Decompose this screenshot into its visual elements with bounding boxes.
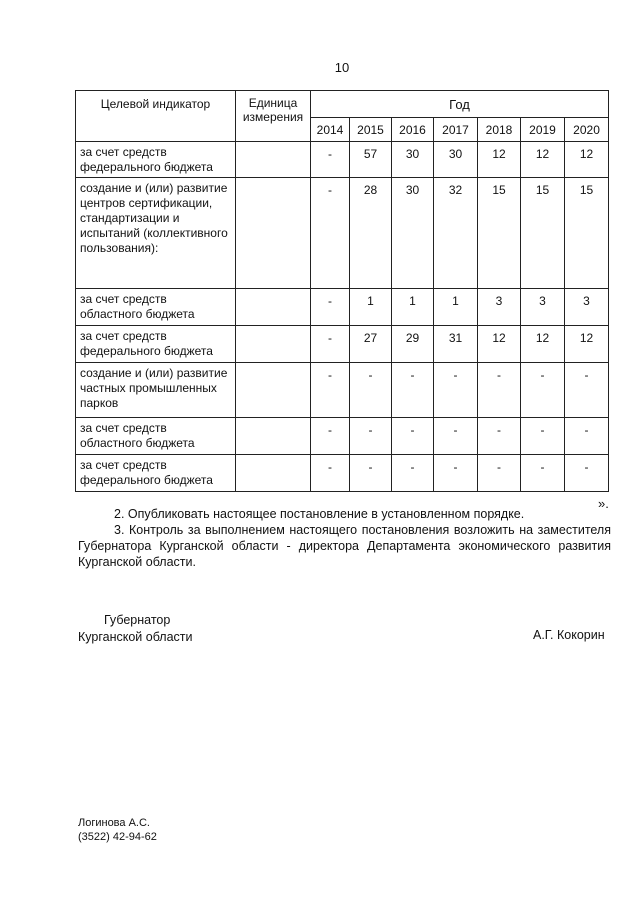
cell-value: 3 [478,289,521,326]
table-row [76,418,609,455]
cell-value: - [565,455,609,492]
row-unit [236,326,311,363]
year-header: 2020 [565,118,609,142]
header-unit-line1: Единица [248,96,298,110]
cell-value: - [311,363,350,418]
governor-title [78,612,193,646]
year-header: 2016 [392,118,434,142]
cell-value: - [311,418,350,455]
cell-value: 1 [392,289,434,326]
governor-name: А.Г. Кокорин [533,628,605,642]
cell-value: 31 [434,326,478,363]
row-unit [236,178,311,289]
row-label: за счет средств федерального бюджета [76,142,236,178]
cell-value: - [311,289,350,326]
table-row [76,178,609,289]
row-label: за счет средств федерального бюджета [76,455,236,492]
row-unit [236,455,311,492]
cell-value: - [434,455,478,492]
cell-value: - [521,418,565,455]
cell-value: - [350,363,392,418]
cell-value: 3 [521,289,565,326]
governor-title-line1: Губернатор [104,613,171,627]
closing-quote: ». [598,496,609,511]
cell-value: - [521,363,565,418]
cell-value: 3 [565,289,609,326]
cell-value: 32 [434,178,478,289]
row-unit [236,142,311,178]
cell-value: 15 [565,178,609,289]
row-unit [236,289,311,326]
cell-value: - [350,455,392,492]
cell-value: 12 [478,142,521,178]
year-header: 2019 [521,118,565,142]
table-row [76,142,609,178]
cell-value: 30 [392,178,434,289]
year-header: 2014 [311,118,350,142]
year-header: 2017 [434,118,478,142]
cell-value: - [478,455,521,492]
table-row [76,326,609,363]
executor-name: Логинова А.С. [78,817,150,829]
cell-value: 57 [350,142,392,178]
cell-value: 28 [350,178,392,289]
paragraph-publish: 2. Опубликовать настоящее постановление в установленном порядке. [114,507,525,521]
page-number: 10 [334,60,350,75]
header-year: Год [311,91,609,118]
cell-value: - [565,418,609,455]
cell-value: - [478,363,521,418]
cell-value: 29 [392,326,434,363]
cell-value: 1 [434,289,478,326]
cell-value: 12 [565,326,609,363]
year-header: 2015 [350,118,392,142]
cell-value: 1 [350,289,392,326]
governor-title-line2: Курганской области [78,630,193,644]
cell-value: 15 [521,178,565,289]
header-indicator: Целевой индикатор [76,91,236,142]
row-unit [236,363,311,418]
cell-value: - [478,418,521,455]
cell-value: - [311,178,350,289]
cell-value: 12 [521,142,565,178]
table-row [76,289,609,326]
cell-value: 12 [478,326,521,363]
table-row [76,455,609,492]
paragraph-control: 3. Контроль за выполнением настоящего постановления возложить на заместителя Губернатора Курганской области - директора Департамента экономического развития Курганской области. [78,523,611,569]
cell-value: - [392,418,434,455]
cell-value: - [521,455,565,492]
header-unit [236,91,311,142]
cell-value: 15 [478,178,521,289]
row-label: за счет средств областного бюджета [76,418,236,455]
year-header: 2018 [478,118,521,142]
cell-value: - [311,142,350,178]
table-row [76,363,609,418]
cell-value: - [565,363,609,418]
cell-value: - [392,363,434,418]
row-unit [236,418,311,455]
cell-value: - [392,455,434,492]
row-label: за счет средств федерального бюджета [76,326,236,363]
cell-value: - [311,326,350,363]
cell-value: - [434,363,478,418]
row-label: создание и (или) развитие частных промышленных парков [76,363,236,418]
cell-value: 12 [565,142,609,178]
executor-info [78,816,157,844]
cell-value: - [434,418,478,455]
row-label: создание и (или) развитие центров сертификации, стандартизации и испытаний (коллективного пользования): [76,178,236,289]
row-label: за счет средств областного бюджета [76,289,236,326]
cell-value: - [350,418,392,455]
cell-value: 30 [392,142,434,178]
executor-phone: (3522) 42-94-62 [78,831,157,843]
cell-value: 30 [434,142,478,178]
target-indicators-table [75,90,609,492]
cell-value: 12 [521,326,565,363]
header-unit-line2: измерения [242,110,304,124]
cell-value: - [311,455,350,492]
cell-value: 27 [350,326,392,363]
